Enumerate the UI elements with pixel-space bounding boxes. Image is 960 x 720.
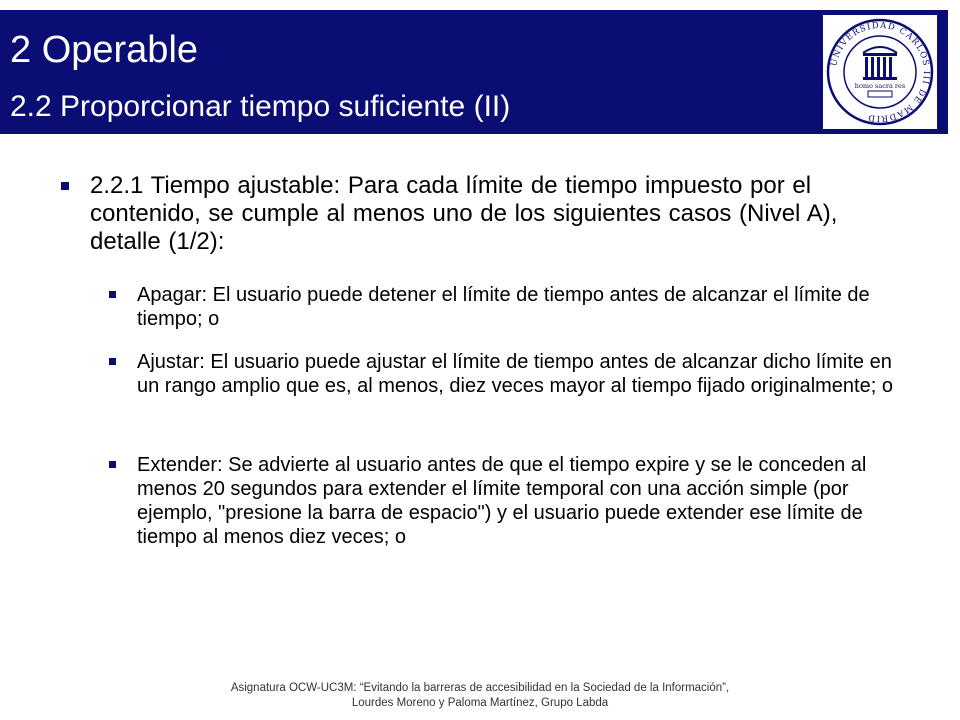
square-bullet-icon bbox=[109, 291, 116, 298]
sub-item-text: Ajustar: El usuario puede ajustar el límite de tiempo antes de alcanzar dicho límite en un rango amplio que es, al menos, diez veces mayor al tiempo fijado originalmente; o bbox=[137, 351, 893, 397]
sub-item-text: Apagar: El usuario puede detener el límite de tiempo antes de alcanzar el límite de tiempo; o bbox=[137, 284, 870, 330]
main-list-item bbox=[90, 172, 870, 256]
slide-footer bbox=[0, 681, 960, 711]
square-bullet-icon bbox=[109, 461, 116, 468]
square-bullet-icon bbox=[109, 358, 116, 365]
footer-authors-line: Lourdes Moreno y Paloma Martínez, Grupo Labda bbox=[351, 697, 609, 709]
footer-course-line: Asignatura OCW-UC3M: “Evitando la barreras de accesibilidad en la Sociedad de la Información”, bbox=[230, 682, 730, 694]
main-item-text: 2.2.1 Tiempo ajustable: Para cada límite de tiempo impuesto por el contenido, se cumple al menos uno de los siguientes casos (Nivel A), detalle (1/2): bbox=[90, 172, 838, 255]
sub-list-item bbox=[137, 350, 907, 398]
slide-title: 2 Operable bbox=[10, 29, 199, 71]
slide-subtitle: 2.2 Proporcionar tiempo suficiente (II) bbox=[10, 90, 511, 123]
square-bullet-icon bbox=[61, 182, 69, 190]
seal-motto: homo sacra res bbox=[854, 82, 906, 90]
sub-list-item bbox=[137, 283, 907, 331]
seal-ring-text: UNIVERSIDAD CARLOS III DE MADRID bbox=[829, 20, 932, 124]
sub-item-text: Extender: Se advierte al usuario antes de que el tiempo expire y se le conceden al menos 20 segundos para extender el límite temporal con una acción simple (por ejemplo, "presione la barra de espacio") y el usuario puede extender ese límite de tiempo al menos diez veces; o bbox=[137, 454, 867, 548]
sub-list-item bbox=[137, 453, 907, 549]
